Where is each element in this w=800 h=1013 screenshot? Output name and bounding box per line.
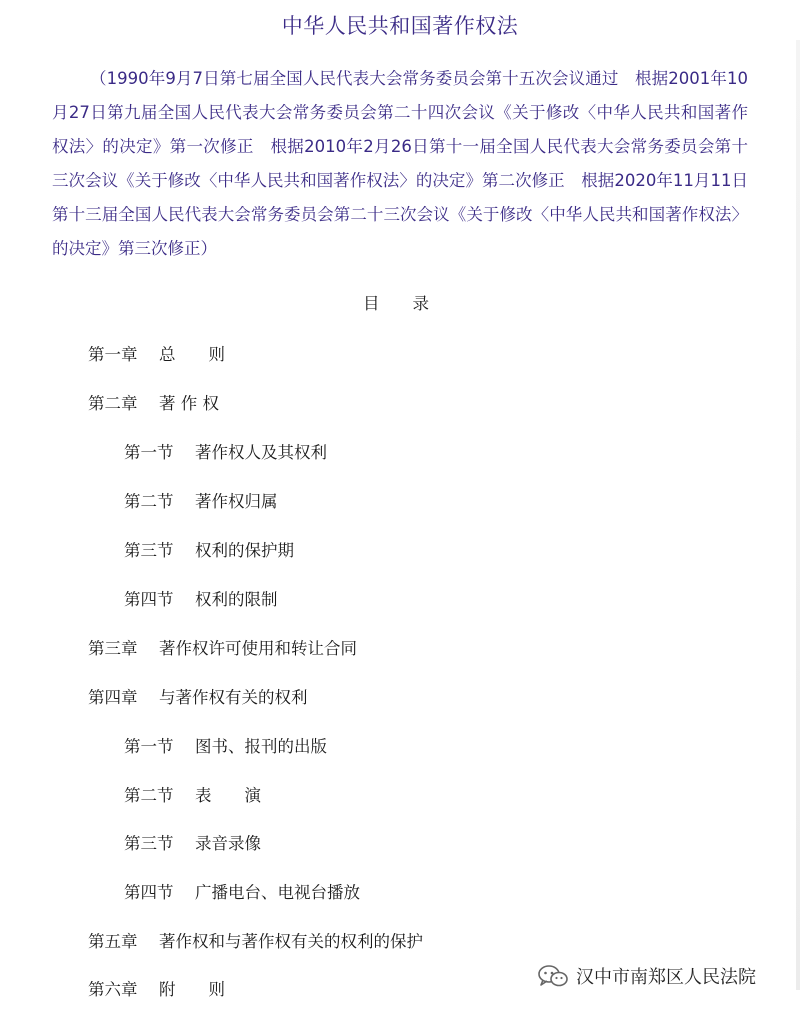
toc-title: 与著作权有关的权利	[159, 688, 308, 707]
toc-section-2-3	[124, 537, 294, 561]
toc-section-4-4	[124, 879, 360, 903]
toc-title: 广播电台、电视台播放	[195, 883, 360, 902]
toc-number: 第六章	[88, 980, 138, 999]
toc-title: 总 则	[159, 345, 225, 364]
toc-number: 第三节	[124, 834, 174, 853]
toc-title: 录音录像	[195, 834, 261, 853]
toc-section-4-1	[124, 733, 327, 757]
toc-number: 第二节	[124, 786, 174, 805]
toc-section-4-3	[124, 830, 261, 854]
toc-title: 著作权归属	[195, 492, 278, 511]
toc-title: 图书、报刊的出版	[195, 737, 327, 756]
toc-chapter-6	[88, 976, 225, 1000]
toc-chapter-5	[88, 928, 423, 952]
toc-number: 第四章	[88, 688, 138, 707]
toc-number: 第三节	[124, 541, 174, 560]
toc-number: 第一章	[88, 345, 138, 364]
wechat-watermark	[538, 963, 756, 989]
toc-title: 权利的保护期	[195, 541, 294, 560]
toc-number: 第三章	[88, 639, 138, 658]
toc-title: 著作权和与著作权有关的权利的保护	[159, 932, 423, 951]
amendment-note: （1990年9月7日第七届全国人民代表大会常务委员会第十五次会议通过 根据2001年10月27日第九届全国人民代表大会常务委员会第二十四次会议《关于修改〈中华人民共和国著作权法〉的决定》第一次修正 根据2010年2月26日第十一届全国人民代表大会常务委员会第十三次会议《关于修改〈中华人民共和国著作权法〉的决定》第二次修正 根据2020年11月11日第十三届全国人民代表大会常务委员会第二十三次会议《关于修改〈中华人民共和国著作权法〉的决定》第三次修正）	[52, 69, 748, 258]
toc-section-2-2	[124, 488, 278, 512]
wechat-icon	[538, 964, 568, 988]
watermark-text: 汉中市南郑区人民法院	[576, 967, 756, 988]
toc-chapter-1	[88, 341, 225, 365]
toc-title: 著 作 权	[159, 394, 219, 413]
toc-number: 第四节	[124, 883, 174, 902]
toc-chapter-4	[88, 684, 308, 708]
toc-title: 著作权人及其权利	[195, 443, 327, 462]
document-title: 中华人民共和国著作权法	[281, 14, 519, 38]
toc-title: 权利的限制	[195, 590, 278, 609]
toc-section-2-4	[124, 586, 278, 610]
toc-chapter-3	[88, 635, 357, 659]
toc-section-2-1	[124, 439, 327, 463]
toc-number: 第一节	[124, 443, 174, 462]
toc-title: 表 演	[195, 786, 261, 805]
toc-section-4-2	[124, 782, 261, 806]
toc-heading: 目 录	[363, 294, 429, 313]
toc-number: 第二节	[124, 492, 174, 511]
toc-number: 第五章	[88, 932, 138, 951]
page-edge	[796, 40, 800, 990]
toc-title: 附 则	[159, 980, 225, 999]
toc-number: 第一节	[124, 737, 174, 756]
toc-title: 著作权许可使用和转让合同	[159, 639, 357, 658]
toc-number: 第四节	[124, 590, 174, 609]
toc-number: 第二章	[88, 394, 138, 413]
toc-chapter-2	[88, 390, 219, 414]
